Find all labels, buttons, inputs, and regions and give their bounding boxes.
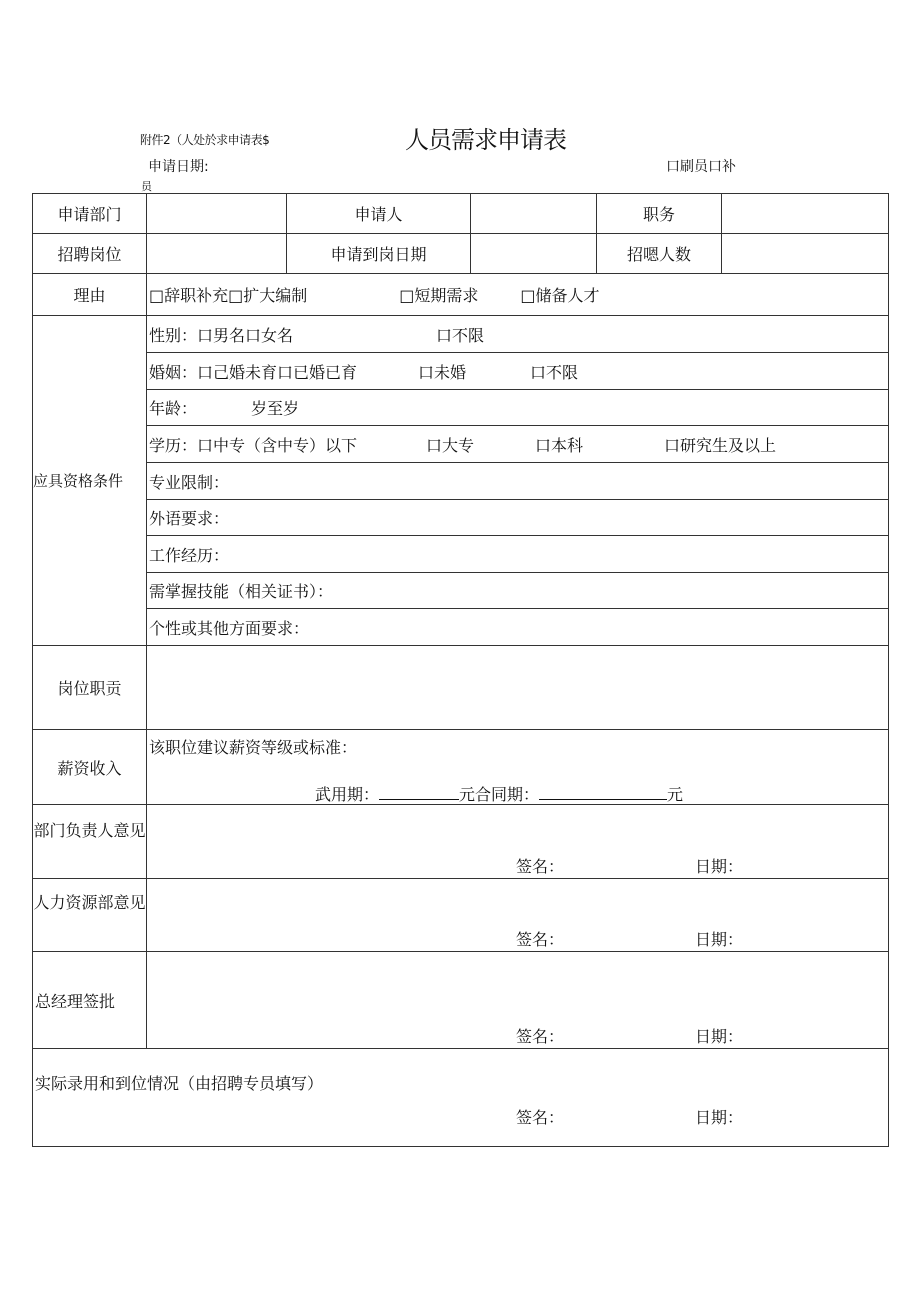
skills-field[interactable]: 需掌握技能（相关证书）：	[147, 573, 889, 609]
language-field[interactable]: 外语要求：	[147, 500, 889, 536]
edu-graduate-option[interactable]: 口研究生及以上	[664, 435, 777, 455]
reason-label: 理由	[33, 274, 147, 316]
edu-college-option[interactable]: 口大专	[426, 435, 475, 455]
marriage-any-option[interactable]: 口不限	[530, 362, 579, 382]
major-field[interactable]: 专业限制：	[147, 463, 889, 500]
applicant-label: 申请人	[287, 194, 471, 234]
row-experience	[33, 536, 889, 573]
row-gender	[33, 316, 889, 353]
row-post	[33, 234, 889, 274]
gm-date: 日期：	[695, 1027, 744, 1046]
hr-date: 日期：	[695, 930, 744, 949]
education-options[interactable]: 学历：口中专（含中专）以下	[149, 435, 358, 455]
row-hr	[33, 879, 889, 952]
actual-hiring-label: 实际录用和到位情况（由招聘专员填写）	[35, 1074, 324, 1093]
qualifications-label: 应具资格条件	[33, 316, 147, 646]
marriage-row	[147, 353, 889, 390]
headcount-label: 招嗯人数	[597, 234, 722, 274]
row-language	[33, 500, 889, 536]
actual-sign: 签名：	[516, 1108, 565, 1127]
apply-date-label: 申请日期:	[148, 159, 209, 175]
hr-sign: 签名：	[516, 930, 565, 949]
row-dept-head	[33, 805, 889, 879]
gender-options[interactable]: 性别：口男名口女名	[149, 325, 294, 345]
hr-label: 人力资源部意见	[33, 879, 147, 952]
salary-field	[147, 730, 889, 805]
trial-amount-blank[interactable]	[379, 785, 459, 800]
row-skills	[33, 573, 889, 609]
experience-field[interactable]: 工作经历：	[147, 536, 889, 573]
marriage-options[interactable]: 婚姻：口己婚未育口已婚已育	[149, 362, 358, 382]
gm-approval-field[interactable]	[147, 952, 889, 1049]
contract-label: 元合同期：	[459, 785, 540, 804]
reason-option-replace-expand[interactable]: □辞职补充□扩大编制	[149, 286, 308, 305]
row-education	[33, 426, 889, 463]
actual-hiring-field[interactable]	[33, 1049, 889, 1147]
salary-periods	[315, 782, 683, 805]
actual-date: 日期：	[695, 1108, 744, 1127]
employee-type-options: 口刷员口补	[666, 159, 736, 175]
dept-head-date: 日期：	[695, 857, 744, 876]
salary-suggestion: 该职位建议薪资等级或标准：	[149, 738, 358, 757]
reason-options	[147, 274, 889, 316]
row-major	[33, 463, 889, 500]
row-marriage	[33, 353, 889, 390]
age-range[interactable]: 岁至岁	[251, 399, 300, 418]
post-field[interactable]	[147, 234, 287, 274]
headcount-field[interactable]	[722, 234, 889, 274]
page-title: 人员需求申请表	[405, 126, 566, 154]
gm-sign: 签名：	[516, 1027, 565, 1046]
reason-option-short-term[interactable]: □短期需求	[399, 286, 479, 305]
contract-amount-blank[interactable]	[539, 785, 667, 800]
row-duties	[33, 646, 889, 730]
trial-label: 武用期：	[315, 785, 380, 804]
position-label: 职务	[597, 194, 722, 234]
dept-label: 申请部门	[33, 194, 147, 234]
arrival-date-label: 申请到岗日期	[287, 234, 471, 274]
row-gm	[33, 952, 889, 1049]
row-reason	[33, 274, 889, 316]
employee-type-wrap: 员	[141, 180, 152, 193]
duties-field[interactable]	[147, 646, 889, 730]
other-requirements-field[interactable]: 个性或其他方面要求：	[147, 609, 889, 646]
gender-any-option[interactable]: 口不限	[436, 325, 485, 345]
salary-label: 薪资收入	[33, 730, 147, 805]
age-row	[147, 390, 889, 426]
post-label: 招聘岗位	[33, 234, 147, 274]
edu-bachelor-option[interactable]: 口本科	[535, 435, 584, 455]
gender-row	[147, 316, 889, 353]
row-dept	[33, 194, 889, 234]
hr-opinion-field[interactable]	[147, 879, 889, 952]
request-form-table	[32, 193, 889, 1147]
dept-head-label: 部门负责人意见	[33, 805, 147, 879]
attachment-note: 附件2（人处於求申请表$	[140, 133, 270, 147]
row-salary	[33, 730, 889, 805]
position-field[interactable]	[722, 194, 889, 234]
reason-option-reserve[interactable]: □储备人才	[520, 286, 600, 305]
dept-head-sign: 签名：	[516, 857, 565, 876]
education-row	[147, 426, 889, 463]
duties-label: 岗位职贡	[33, 646, 147, 730]
row-age	[33, 390, 889, 426]
marriage-unmarried-option[interactable]: 口未婚	[418, 362, 467, 382]
age-label: 年龄：	[149, 399, 198, 418]
dept-head-opinion-field[interactable]	[147, 805, 889, 879]
yuan-unit: 元	[667, 785, 684, 804]
row-other	[33, 609, 889, 646]
dept-field[interactable]	[147, 194, 287, 234]
arrival-date-field[interactable]	[471, 234, 597, 274]
applicant-field[interactable]	[471, 194, 597, 234]
row-actual	[33, 1049, 889, 1147]
gm-label: 总经理签批	[33, 952, 147, 1049]
